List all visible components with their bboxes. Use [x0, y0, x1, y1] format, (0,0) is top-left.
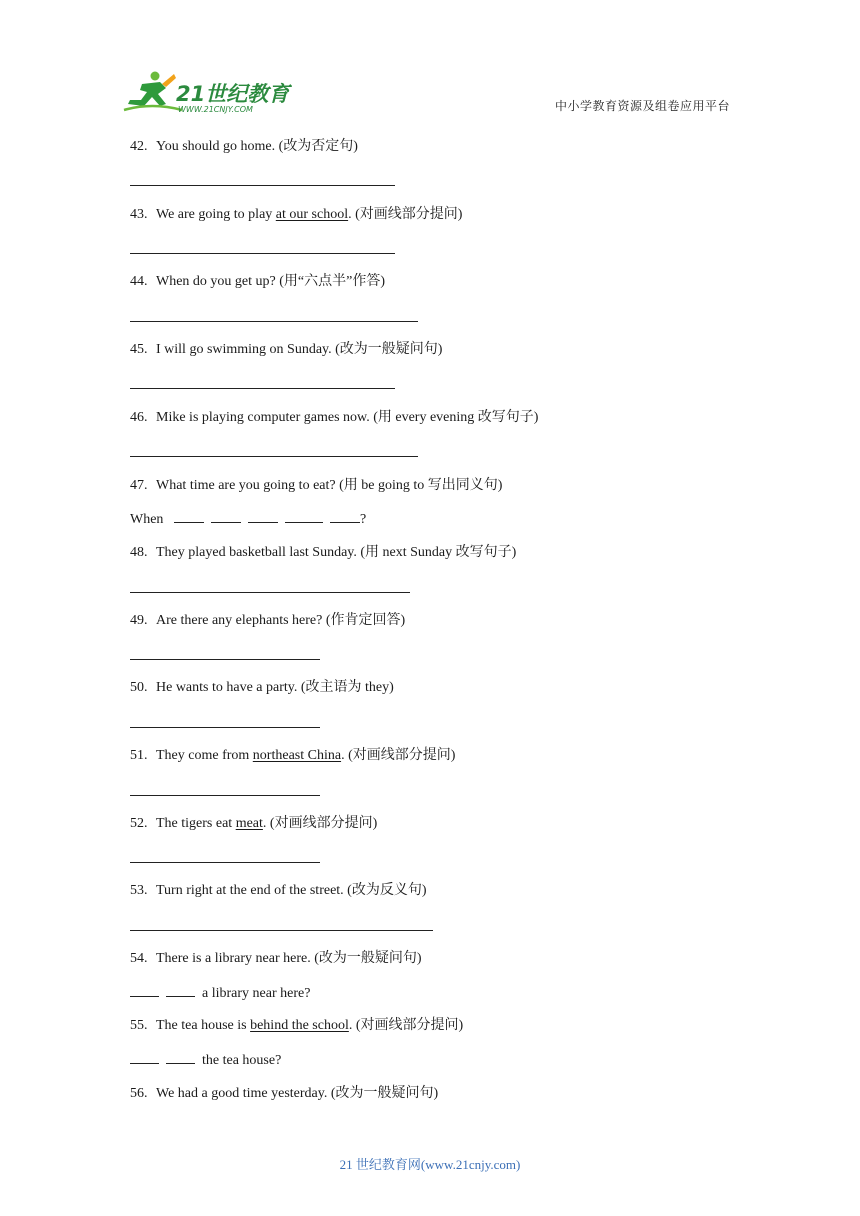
blank-field[interactable] [174, 510, 204, 523]
question-52: 52. The tigers eat meat. (对画线部分提问) [130, 816, 378, 831]
logo-url: WWW.21CNJY.COM [178, 105, 253, 114]
underlined-phrase: at our school [275, 207, 349, 222]
answer-line[interactable] [130, 321, 418, 322]
question-text: Mike is playing computer games now. (用 every evening 改写句子) [156, 410, 539, 425]
answer-line[interactable] [130, 456, 418, 457]
answer-line[interactable] [130, 727, 320, 728]
question-text: Turn right at the end of the street. (改为反义句) [156, 883, 427, 898]
underlined-phrase: meat [235, 816, 263, 831]
answer-line[interactable] [130, 930, 433, 931]
page-footer[interactable]: 21 世纪教育网(www.21cnjy.com) [339, 1157, 521, 1172]
underlined-phrase: northeast China [252, 748, 342, 763]
blank-field[interactable] [330, 510, 360, 523]
fill-text: a library near here? [202, 986, 311, 1001]
answer-line[interactable] [130, 253, 395, 254]
fill-suffix: ? [359, 512, 367, 527]
question-number: 43 [130, 207, 144, 222]
question-text: The tigers eat [156, 816, 236, 831]
question-49: 49. Are there any elephants here? (作肯定回答) [130, 613, 406, 628]
question-number: 46 [130, 410, 144, 425]
question-text: He wants to have a party. (改主语为 they) [156, 680, 394, 695]
question-47: 47. What time are you going to eat? (用 be going to 写出同义句) [130, 478, 503, 493]
question-text: They played basketball last Sunday. (用 next Sunday 改写句子) [156, 545, 517, 560]
question-number: 49 [130, 613, 144, 628]
question-text: What time are you going to eat? (用 be going to 写出同义句) [156, 478, 503, 493]
answer-line[interactable] [130, 795, 320, 796]
question-text: I will go swimming on Sunday. (改为一般疑问句) [156, 342, 443, 357]
question-45: 45. I will go swimming on Sunday. (改为一般疑问句) [130, 342, 443, 357]
fill-in-row-55 [130, 1051, 281, 1070]
question-number: 55 [130, 1018, 144, 1033]
question-text: They come from [156, 748, 253, 763]
question-54: 54. There is a library near here. (改为一般疑问句) [130, 951, 422, 966]
blank-field[interactable] [166, 1051, 195, 1064]
blank-field[interactable] [211, 510, 241, 523]
platform-name: 中小学教育资源及组卷应用平台 [554, 99, 730, 113]
question-43: 43. We are going to play at our school. (对画线部分提问) [130, 207, 463, 222]
fill-in-row-54 [130, 984, 310, 1003]
question-50: 50. He wants to have a party. (改主语为 they) [130, 680, 394, 695]
site-logo [122, 70, 292, 116]
answer-line[interactable] [130, 659, 320, 660]
blank-field[interactable] [130, 1051, 159, 1064]
underlined-phrase: behind the school [250, 1018, 349, 1033]
question-56: 56. We had a good time yesterday. (改为一般疑问句) [130, 1086, 439, 1101]
question-55: 55. The tea house is behind the school. (对画线部分提问) [130, 1018, 464, 1033]
question-number: 56 [130, 1086, 144, 1101]
question-number: 52 [130, 816, 144, 831]
question-48: 48. They played basketball last Sunday. (用 next Sunday 改写句子) [130, 545, 517, 560]
question-text: Are there any elephants here? (作肯定回答) [156, 613, 406, 628]
question-number: 54 [130, 951, 144, 966]
question-instruction: . (对画线部分提问) [262, 816, 378, 831]
answer-line[interactable] [130, 388, 395, 389]
answer-line[interactable] [130, 592, 410, 593]
question-number: 53 [130, 883, 144, 898]
question-number: 50 [130, 680, 144, 695]
blank-field[interactable] [130, 984, 159, 997]
question-46: 46. Mike is playing computer games now. (用 every evening 改写句子) [130, 410, 539, 425]
question-instruction: . (对画线部分提问) [341, 748, 456, 763]
question-number: 42 [130, 139, 144, 154]
question-number: 51 [130, 748, 144, 763]
blank-field[interactable] [285, 510, 323, 523]
question-text: We are going to play [156, 207, 276, 222]
question-number: 44 [130, 274, 144, 289]
question-text: We had a good time yesterday. (改为一般疑问句) [156, 1086, 439, 1101]
logo-text: 21世纪教育 [176, 82, 290, 106]
blank-field[interactable] [248, 510, 278, 523]
question-number: 47 [130, 478, 144, 493]
question-53: 53. Turn right at the end of the street. (改为反义句) [130, 883, 427, 898]
question-number: 45 [130, 342, 144, 357]
page-header [0, 0, 860, 130]
answer-line[interactable] [130, 185, 395, 186]
question-instruction: . (对画线部分提问) [348, 1018, 464, 1033]
question-51: 51. They come from northeast China. (对画线部分提问) [130, 748, 456, 763]
blank-field[interactable] [166, 984, 195, 997]
question-44: 44. When do you get up? (用“六点半”作答) [130, 274, 385, 289]
fill-in-row-47 [130, 510, 366, 529]
fill-text: the tea house? [202, 1053, 282, 1068]
question-number: 48 [130, 545, 144, 560]
question-text: When do you get up? (用“六点半”作答) [156, 274, 385, 289]
answer-line[interactable] [130, 862, 320, 863]
question-instruction: . (对画线部分提问) [348, 207, 463, 222]
question-42: 42. You should go home. (改为否定句) [130, 139, 358, 154]
question-text: You should go home. (改为否定句) [156, 139, 358, 154]
question-text: There is a library near here. (改为一般疑问句) [156, 951, 422, 966]
fill-prefix: When [130, 512, 164, 527]
question-text: The tea house is [156, 1018, 251, 1033]
